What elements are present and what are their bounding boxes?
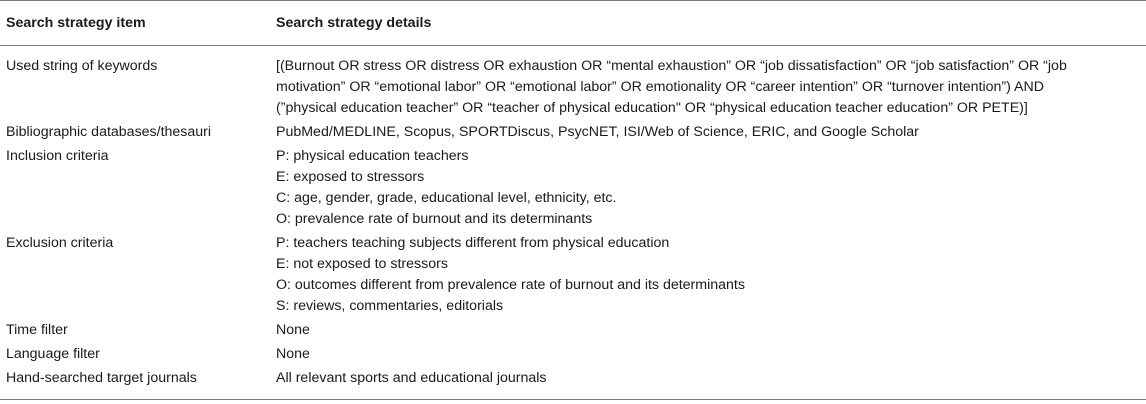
details-line: All relevant sports and educational journals [276, 370, 547, 386]
row-item-exclusion: Exclusion criteria [6, 235, 114, 251]
table-row [0, 365, 1146, 400]
header-search-strategy-item: Search strategy item [0, 1, 270, 46]
details-line: None [276, 346, 310, 362]
table-body [0, 46, 1146, 400]
details-line: E: not exposed to stressors [276, 256, 448, 272]
details-line: motivation” OR “emotional labor” OR “emotional labor” OR emotionality OR “career intention” OR “turnover intention”) AND [276, 79, 1044, 95]
details-line: E: exposed to stressors [276, 169, 425, 185]
details-line: O: outcomes different from prevalence rate of burnout and its determinants [276, 277, 745, 293]
row-details-exclusion [270, 230, 1146, 317]
table-row [0, 341, 1146, 365]
table-row [0, 46, 1146, 120]
row-details-hand-searched [270, 365, 1146, 400]
details-line: C: age, gender, grade, educational level, ethnicity, etc. [276, 190, 617, 206]
row-details-databases [270, 119, 1146, 143]
header-row [0, 1, 1146, 46]
table-row [0, 143, 1146, 230]
row-item-language-filter: Language filter [6, 346, 100, 362]
details-line: S: reviews, commentaries, editorials [276, 298, 504, 314]
details-line: P: physical education teachers [276, 148, 469, 164]
header-search-strategy-details: Search strategy details [270, 1, 1146, 46]
row-item-time-filter: Time filter [6, 322, 68, 338]
row-details-inclusion [270, 143, 1146, 230]
row-item-keywords: Used string of keywords [6, 58, 158, 74]
details-line: PubMed/MEDLINE, Scopus, SPORTDiscus, PsycNET, ISI/Web of Science, ERIC, and Google Scholar [276, 124, 919, 140]
details-line: [(Burnout OR stress OR distress OR exhaustion OR “mental exhaustion” OR “job dissatisfaction” OR “job satisfaction” OR “job [276, 58, 1067, 74]
table-row [0, 119, 1146, 143]
table-row [0, 230, 1146, 317]
details-line: O: prevalence rate of burnout and its determinants [276, 211, 593, 227]
details-line: None [276, 322, 310, 338]
details-line: P: teachers teaching subjects different from physical education [276, 235, 670, 251]
row-item-inclusion: Inclusion criteria [6, 148, 109, 164]
row-item-databases: Bibliographic databases/thesauri [6, 124, 212, 140]
row-item-hand-searched: Hand-searched target journals [0, 365, 270, 400]
table-header [0, 1, 1146, 46]
row-details-keywords [270, 46, 1146, 120]
row-details-time-filter [270, 317, 1146, 341]
row-details-language-filter [270, 341, 1146, 365]
details-line: (”physical education teacher” OR “teacher of physical education" OR “physical education teacher education” OR PETE)] [276, 100, 1028, 116]
table-row [0, 317, 1146, 341]
